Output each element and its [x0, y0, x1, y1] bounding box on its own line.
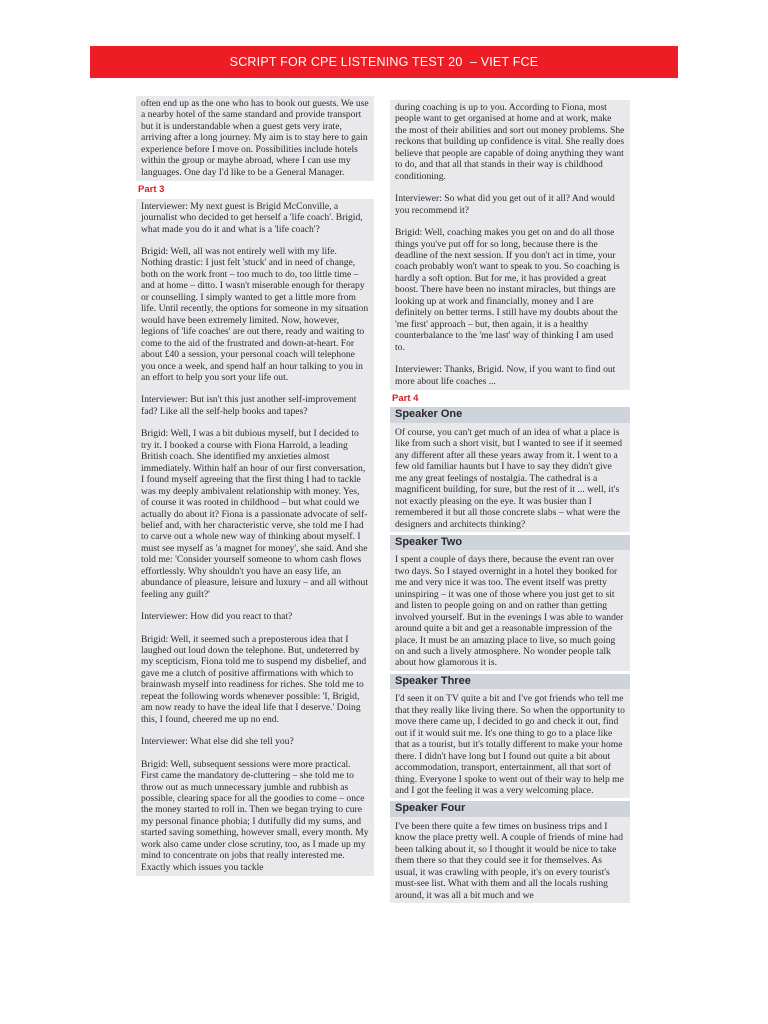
speaker-one-heading: Speaker One	[390, 407, 630, 422]
transcript-paragraph: Interviewer: My next guest is Brigid McConville, a journalist who decided to get herself a 'life coach'. Brigid, what made you do it and what is a 'life coach'?	[141, 200, 363, 235]
transcript-paragraph: Interviewer: How did you react to that?	[141, 611, 293, 623]
transcript-paragraph: during coaching is up to you. According to Fiona, most people want to get organised at home and at work, make the most of their abilities and sort out money problems. She reckons that building up confidence is vital. She really does believe that people are capable of doing anything they want to do, and that all that stands in their way is childhood conditioning.	[395, 102, 625, 182]
page-title: SCRIPT FOR CPE LISTENING TEST 20 – VIET FCE	[229, 55, 539, 69]
transcript-paragraph: Interviewer: Thanks, Brigid. Now, if you want to find out more about life coaches ...	[395, 364, 616, 387]
transcript-paragraph: Brigid: Well, all was not entirely well with my life. Nothing drastic: I just felt 'stuck' and in need of change, both on the work front – too much to do, too little time – and at home – ditto. I wasn't miserable enough for therapy or counselling. I simply wanted to get a little more from life. Until recently, the options for someone in my situation would have been extremely limited. Now, however, legions of 'life coaches' are out there, ready and waiting to come to the aid of the frustrated and down-at-heart. For about £40 a session, your personal coach will telephone you once a week, and spend half an hour talking to you in an effort to help you sort your life out.	[141, 245, 369, 383]
speaker-one-block	[390, 423, 630, 532]
page-header-banner	[90, 46, 678, 78]
speaker-two-text: I spent a couple of days there, because the event ran over two days. So I stayed overnight in a hotel they booked for me and very nice it was too. The event itself was pretty uninspiring – it was one of those where you just get to sit and listen to people going on and on rather than getting involved yourself. But in the evenings I was able to wander around quite a bit and get a reasonable impression of the place. It must be an amazing place to live, so much going on and such a lively atmosphere. No wonder people talk about how glamorous it is.	[395, 554, 624, 669]
transcript-paragraph: Interviewer: But isn't this just another self-improvement fad? Like all the self-help books and tapes?	[141, 394, 357, 417]
part-3-continued-block	[390, 100, 630, 390]
speaker-two-heading: Speaker Two	[390, 535, 630, 550]
speaker-three-text: I'd seen it on TV quite a bit and I've got friends who tell me that they really like living there. So when the opportunity to move there came up, I decided to go and check it out, find out if it would suit me. It's one thing to go to a place like that as a tourist, but it's totally different to make your home there. I didn't have long but I found out quite a bit about accommodation, transport, entertainment, all that sort of thing. Everyone I spoke to went out of their way to help me and I got the feeling it was a very welcoming place.	[395, 693, 625, 797]
part-3-heading: Part 3	[138, 184, 165, 196]
intro-block	[136, 96, 374, 181]
left-column	[136, 96, 374, 876]
speaker-three-block	[390, 689, 630, 798]
transcript-paragraph: Brigid: Well, subsequent sessions were more practical. First came the mandatory de-cluttering – she told me to throw out as much unnecessary jumble and rubbish as possible, clearing space for all the goodies to come – once the money started to roll in. Then we began trying to cure my personal finance phobia; I dutifully did my sums, and started saving something, however small, every month. My work also came under close scrutiny, too, as I made up my mind to concentrate on jobs that really interested me. Exactly which issues you tackle	[141, 758, 369, 873]
speaker-two-block	[390, 550, 630, 671]
transcript-paragraph: Brigid: Well, it seemed such a preposterous idea that I laughed out loud down the telephone. But, undeterred by my scepticism, Fiona told me to suspend my disbelief, and gave me a clutch of positive affirmations with which to brainwash myself into readiness for riches. She told me to repeat the following words whenever possible: 'I, Brigid, am now ready to have the ideal life that I deserve.' Doing this, I found, cheered me up no end.	[141, 633, 367, 725]
part-3-block	[136, 199, 374, 877]
right-column	[390, 100, 630, 903]
intro-paragraph: often end up as the one who has to book out guests. We use a nearby hotel of the same standard and provide transport but it is understandable when a guest gets very irate, arriving after a long journey. My aim is to stay here to gain experience before I move on. Possibilities include hotels within the group or maybe abroad, where I can use my languages. One day I'd like to be a General Manager.	[141, 98, 369, 178]
speaker-one-text: Of course, you can't get much of an idea of what a place is like from such a short visit, but I wanted to see if it seemed any different after all these years away from it. I went to a few old familiar haunts but I have to say they didn't give me any great feelings of nostalgia. The cathedral is a magnificent building, for sure, but the rest of it ... well, it's not exactly pleasing on the eye. It was busier than I remembered it but all those concrete slabs – what were the designers and architects thinking?	[395, 426, 622, 530]
transcript-paragraph: Brigid: Well, I was a bit dubious myself, but I decided to try it. I booked a course with Fiona Harrold, a leading British coach. She identified my anxieties almost immediately. Within half an hour of our first conversation, I found myself agreeing that the first thing I had to tackle was my deeply ambivalent relationship with money. Yes, of course it was rooted in childhood – but what could we actually do about it? Fiona is a passionate advocate of self-belief and, with her characteristic verve, she told me I had to carve out a whole new way of thinking about myself. I must see myself as 'a magnet for money', she said. And she told me: 'Consider yourself someone to whom cash flows effortlessly. Why shouldn't you have an easy life, an abundance of pleasure, leisure and luxury – and all without feeling any guilt?'	[141, 428, 368, 600]
transcript-paragraph: Brigid: Well, coaching makes you get on and do all those things you've put off for so long, because there is the deadline of the next session. If you don't act in time, your coach probably won't want to speak to you. So coaching is hardly a soft option. But for me, it has provided a great boost. There have been no instant miracles, but things are looking up at work and financially, money and I are definitely on better terms. I still have my doubts about the 'me first' approach – but, then again, it is a healthy counterbalance to the 'me last' way of thinking I am used to.	[395, 227, 620, 353]
transcript-paragraph: Interviewer: So what did you get out of it all? And would you recommend it?	[395, 193, 615, 216]
speaker-four-heading: Speaker Four	[390, 801, 630, 816]
speaker-three-heading: Speaker Three	[390, 674, 630, 689]
transcript-paragraph: Interviewer: What else did she tell you?	[141, 736, 294, 748]
speaker-four-block	[390, 817, 630, 903]
speaker-four-text: I've been there quite a few times on business trips and I know the place pretty well. A couple of friends of mine had been talking about it, so I thought it would be nice to take them there so that they could see it for themselves. As usual, it was crawling with people, it's on every tourist's must-see list. What with them and all the locals rushing around, it was all a bit much and we	[395, 820, 624, 901]
part-4-heading: Part 4	[392, 392, 419, 404]
